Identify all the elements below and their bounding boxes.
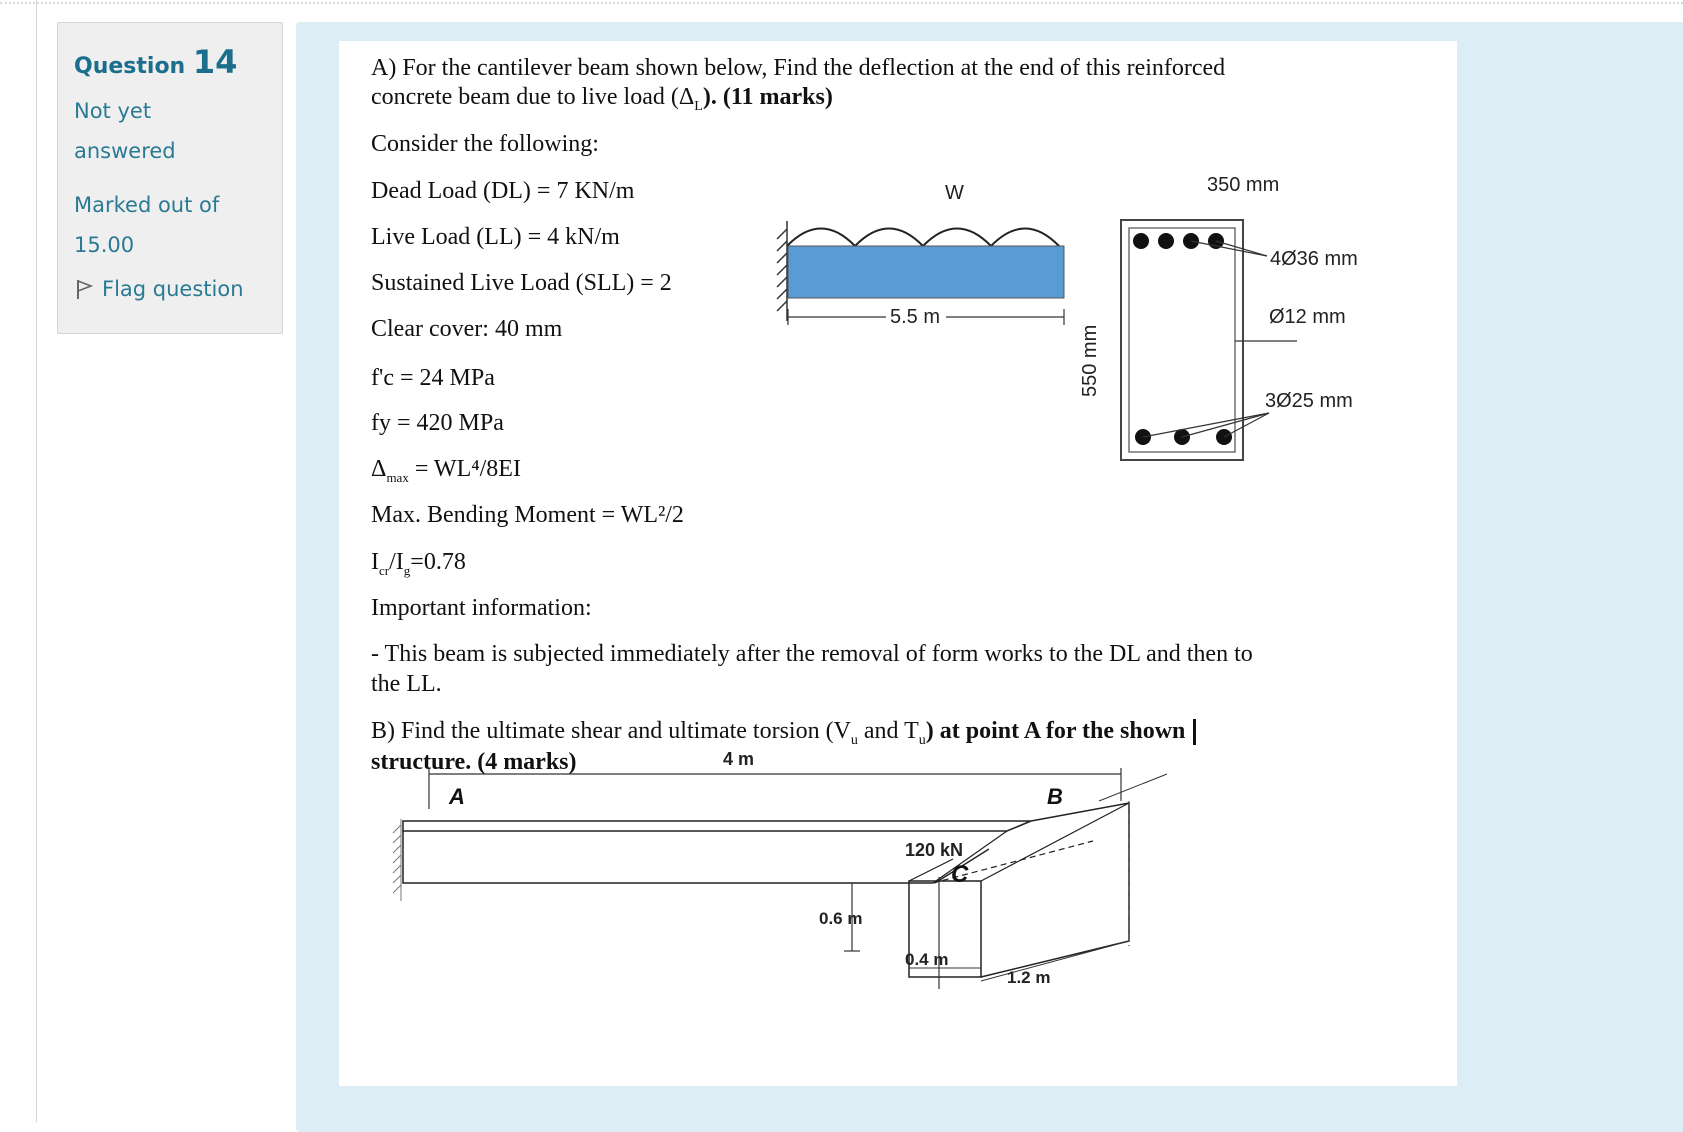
stirrup-label: Ø12 mm <box>1269 306 1346 328</box>
marked-line-2: 15.00 <box>74 233 135 257</box>
width-label: 0.4 m <box>905 950 949 969</box>
question-number-value: 14 <box>192 43 238 81</box>
question-info-panel <box>57 22 283 334</box>
section-width-label: 350 mm <box>1207 174 1280 196</box>
point-c-label: C <box>951 861 969 888</box>
top-divider <box>0 2 1683 8</box>
marked-line-1: Marked out of <box>74 193 220 217</box>
fc-value: f'c = 24 MPa <box>371 365 495 391</box>
point-a-label: A <box>449 784 465 809</box>
clear-cover: Clear cover: 40 mm <box>371 316 563 342</box>
load-120kn-label: 120 kN <box>905 840 964 860</box>
question-image <box>339 41 1457 1086</box>
top-bars-label: 4Ø36 mm <box>1270 248 1358 270</box>
dead-load: Dead Load (DL) = 7 KN/m <box>371 178 635 204</box>
fixed-support <box>393 819 401 901</box>
flag-question-button[interactable] <box>74 277 266 301</box>
part-b-line-1: B) Find the ultimate shear and ultimate torsion ($V_u$ and $T_u$) at point A for the shown <box>371 718 1196 749</box>
consider-label: Consider the following: <box>371 131 599 157</box>
question-state <box>74 91 266 171</box>
torsion-figure <box>339 41 1457 1086</box>
part-a-line-2: concrete beam due to live load $(\Delta_L)$. (11 marks) <box>371 84 833 114</box>
bottom-bars-label: 3Ø25 mm <box>1265 390 1353 412</box>
part-a-line-1: A) For the cantilever beam shown below, Find the deflection at the end of this reinforced <box>371 55 1226 81</box>
bending-moment-formula: Max. Bending Moment = WL²/2 <box>371 502 684 528</box>
point-b-label: B <box>1047 784 1063 809</box>
live-load: Live Load (LL) = 4 kN/m <box>371 224 620 250</box>
important-info-label: Important information: <box>371 595 592 621</box>
flag-icon <box>74 278 94 300</box>
arm-label: 1.2 m <box>1007 968 1051 987</box>
info-line-1: - This beam is subjected immediately after the removal of form works to the DL and then to <box>371 641 1253 667</box>
height-label: 0.6 m <box>819 909 863 928</box>
span-label: 5.5 m <box>890 306 941 328</box>
left-divider <box>36 0 37 1122</box>
icr-ig-ratio: $I_{cr}/I_g=0.78$ <box>371 549 466 578</box>
max-deflection-formula: $\Delta_{max} = WL^4/8EI$ <box>371 456 521 485</box>
status-line-2: answered <box>74 139 176 163</box>
flag-question-label: Flag question <box>102 277 244 301</box>
question-grade <box>74 185 266 265</box>
fy-value: fy = 420 MPa <box>371 410 504 436</box>
question-number <box>74 43 266 81</box>
part-b-line-2: structure. (4 marks) <box>371 749 577 775</box>
section-depth-label: 550 mm <box>1079 324 1101 397</box>
status-line-1: Not yet <box>74 99 152 123</box>
span-4m-label: 4 m <box>723 749 755 769</box>
sustained-live-load: Sustained Live Load (SLL) = 2 <box>371 270 672 296</box>
question-label: Question <box>74 54 186 79</box>
load-label: W <box>945 182 964 204</box>
info-line-2: the LL. <box>371 671 442 697</box>
